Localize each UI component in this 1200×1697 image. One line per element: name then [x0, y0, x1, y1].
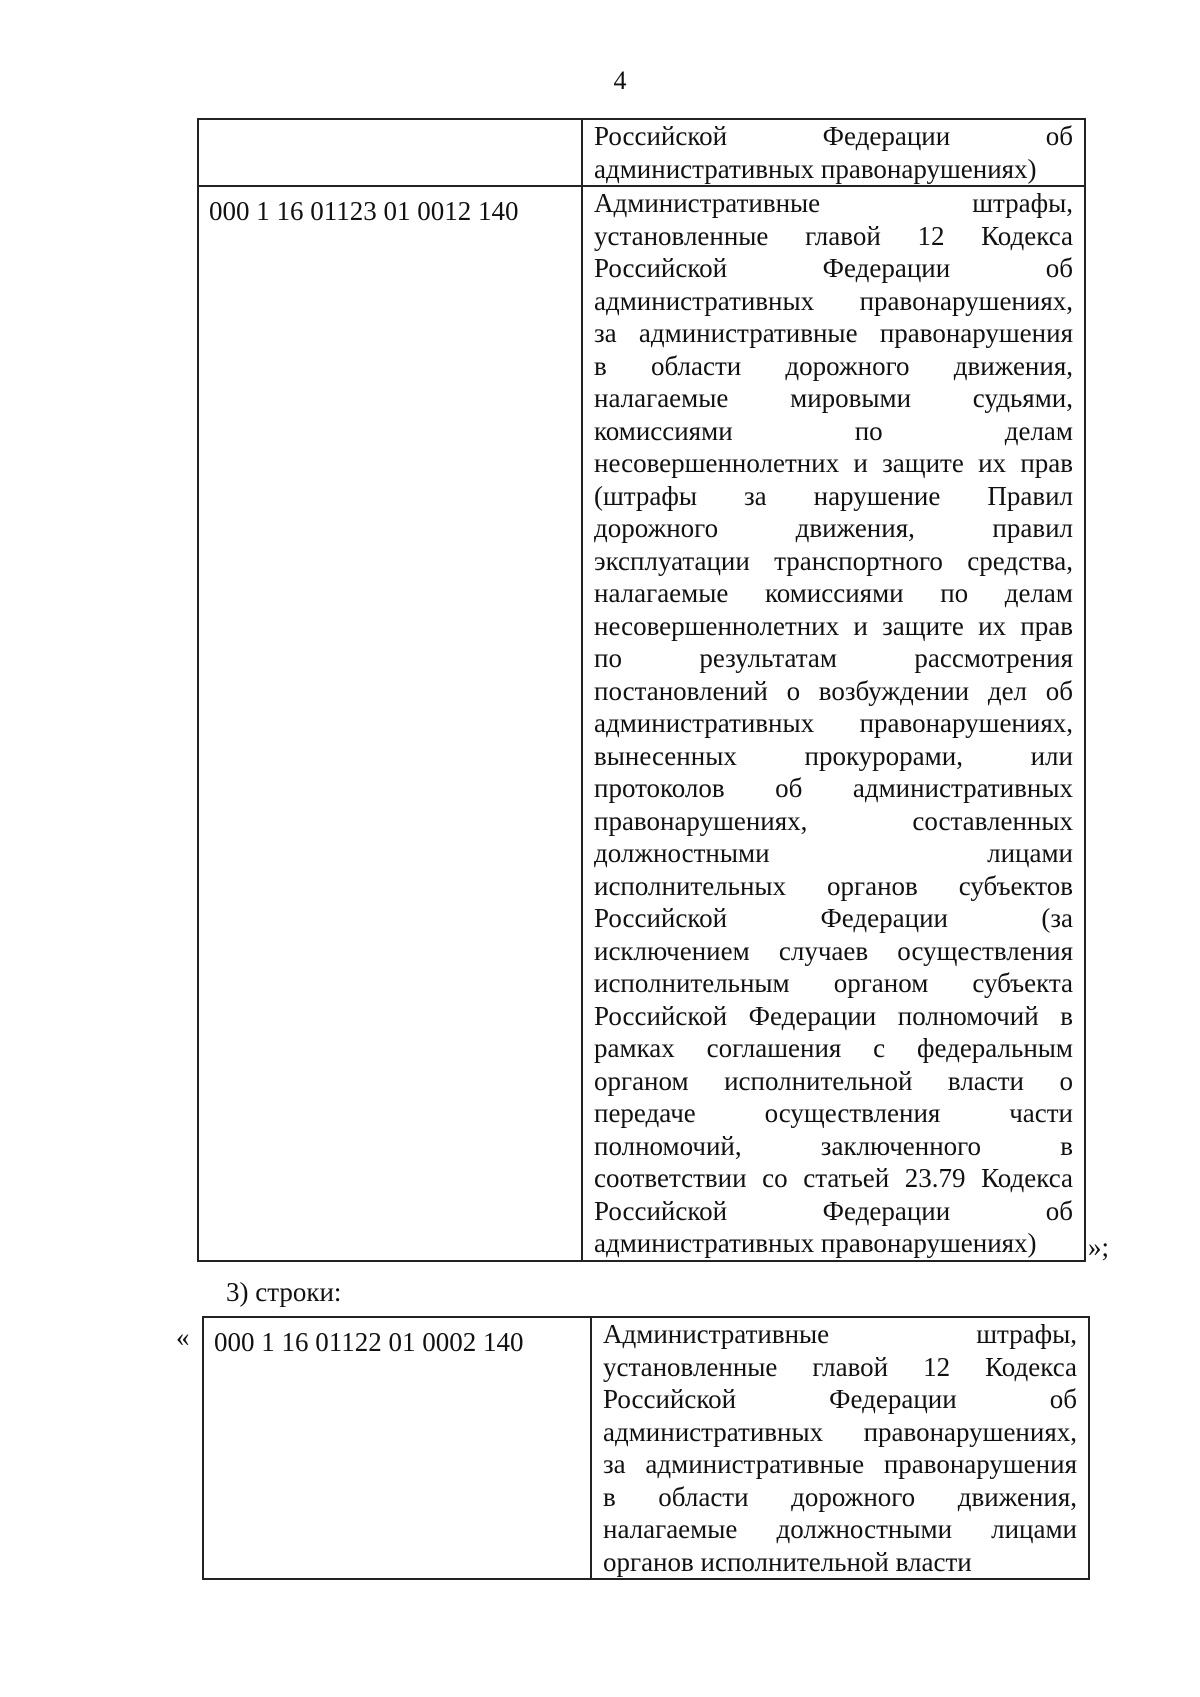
- text-line: несовершеннолетних и защите их прав: [594, 448, 1073, 478]
- text-line: исполнительных органов субъектов: [594, 870, 1073, 901]
- closing-quote-mark: »;: [1088, 1232, 1110, 1262]
- text-line: Российской Федерации полномочий в: [594, 1000, 1073, 1031]
- text-line: вынесенных прокурорами, или: [594, 740, 1073, 771]
- description-cell: [582, 186, 1085, 1261]
- text-line: рамках соглашения с федеральным: [594, 1033, 1073, 1063]
- text-line: налагаемые комиссиями по делам: [594, 578, 1073, 608]
- text-line: дорожного движения, правил: [594, 513, 1073, 543]
- text-line: административных правонарушениях): [594, 1228, 1037, 1258]
- text-line: по результатам рассмотрения: [594, 643, 1073, 673]
- text-line: передаче осуществления части: [594, 1098, 1073, 1128]
- text-line: административных правонарушениях,: [594, 285, 1073, 316]
- text-line: органов исполнительной власти: [603, 1546, 972, 1577]
- text-line: комиссиями по делам: [594, 415, 1073, 446]
- text-line: административных правонарушениях,: [603, 1416, 1077, 1447]
- table-1: [197, 118, 1086, 1262]
- code-cell: [198, 119, 582, 186]
- text-line: установленные главой 12 Кодекса: [594, 220, 1073, 251]
- text-line: Российской Федерации об: [603, 1384, 1077, 1414]
- text-line: исполнительным органом субъекта: [594, 968, 1073, 998]
- text-line: полномочий, заключенного в: [594, 1130, 1073, 1161]
- code-cell: 000 1 16 01123 01 0012 140: [198, 186, 582, 1261]
- text-line: за административные правонарушения: [594, 318, 1073, 348]
- text-line: (штрафы за нарушение Правил: [594, 480, 1073, 511]
- text-line: несовершеннолетних и защите их прав: [594, 610, 1073, 641]
- text-line: Административные штрафы,: [594, 188, 1073, 218]
- text-line: административных правонарушениях,: [594, 708, 1073, 738]
- table-1-row-2: [198, 186, 1085, 1261]
- table-1-row-1: [198, 119, 1085, 186]
- text-line: административных правонарушениях): [594, 153, 1037, 184]
- description-cell: [591, 1317, 1089, 1579]
- text-line: исключением случаев осуществления: [594, 935, 1073, 966]
- table-2-row-1: [203, 1317, 1089, 1579]
- item-label: 3) строки:: [226, 1277, 342, 1307]
- text-line: в области дорожного движения,: [594, 350, 1073, 381]
- text-line: Российской Федерации об: [594, 253, 1073, 283]
- text-line: должностными лицами: [594, 838, 1073, 868]
- text-line: соответствии со статьей 23.79 Кодекса: [594, 1163, 1073, 1193]
- text-line: в области дорожного движения,: [603, 1481, 1077, 1512]
- code-cell: 000 1 16 01122 01 0002 140: [203, 1317, 591, 1579]
- text-line: Российской Федерации об: [594, 121, 1073, 151]
- text-line: протоколов об административных: [594, 773, 1073, 803]
- table-2: [202, 1316, 1090, 1580]
- page-number: 4: [613, 66, 627, 95]
- text-line: эксплуатации транспортного средства,: [594, 545, 1073, 576]
- text-line: установленные главой 12 Кодекса: [603, 1351, 1077, 1382]
- text-line: налагаемые мировыми судьями,: [594, 383, 1073, 413]
- text-line: постановлений о возбуждении дел об: [594, 675, 1073, 706]
- opening-quote-mark: «: [176, 1322, 190, 1352]
- description-cell: [582, 119, 1085, 186]
- text-line: органом исполнительной власти о: [594, 1065, 1073, 1096]
- text-line: Административные штрафы,: [603, 1319, 1077, 1349]
- text-line: Российской Федерации об: [594, 1195, 1073, 1226]
- text-line: за административные правонарушения: [603, 1449, 1077, 1479]
- text-line: Российской Федерации (за: [594, 903, 1073, 933]
- text-line: налагаемые должностными лицами: [603, 1514, 1077, 1544]
- text-line: правонарушениях, составленных: [594, 805, 1073, 836]
